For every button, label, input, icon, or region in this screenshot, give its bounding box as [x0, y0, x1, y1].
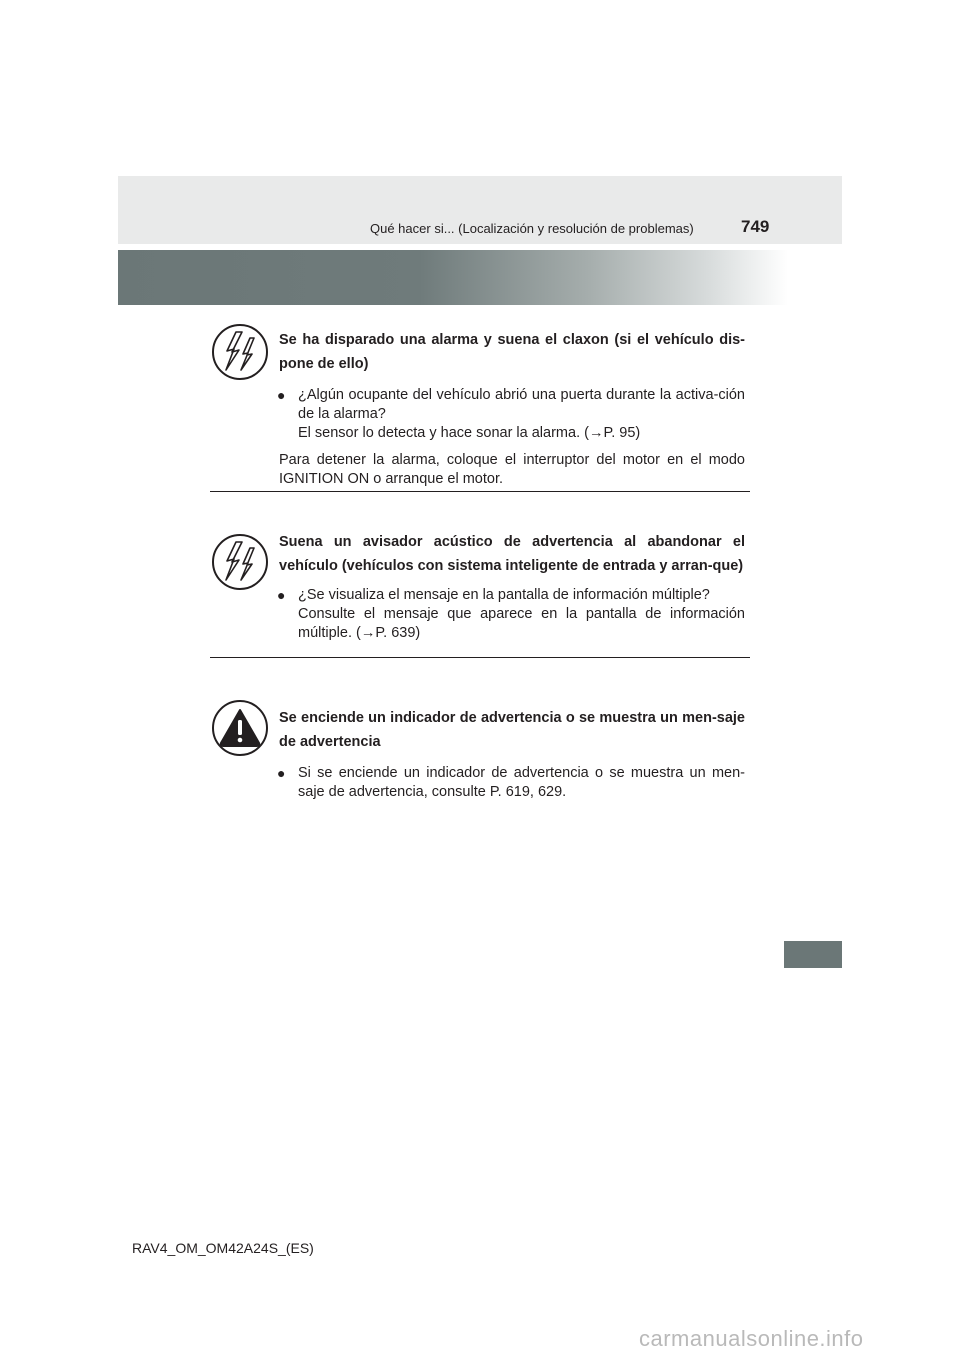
list-item: [279, 764, 745, 802]
lightning-bolt-icon: [212, 324, 268, 380]
bullet-text: Si se enciende un indicador de advertencia o se muestra un men-saje de advertencia, consulte P. 619, 629.: [298, 765, 745, 800]
section-heading: Se ha disparado una alarma y suena el claxon (si el vehículo dis-pone de ello): [279, 332, 745, 372]
warning-exclamation-icon: [212, 700, 268, 756]
bullet-icon: ●: [277, 587, 286, 603]
section-tab: [784, 941, 842, 968]
bullet-icon: ●: [277, 387, 286, 403]
section-warning-buzzer: [279, 530, 745, 643]
page-number: 749: [741, 217, 770, 236]
bullet-text: ¿Se visualiza el mensaje en la pantalla de información múltiple?: [298, 587, 710, 603]
watermark: carmanualsonline.info: [639, 1326, 864, 1351]
bullet-icon: ●: [277, 765, 286, 781]
bullet-subtext: El sensor lo detecta y hace sonar la alarma. (→P. 95): [298, 425, 641, 441]
section-heading: Se enciende un indicador de advertencia o se muestra un men-saje de advertencia: [279, 710, 745, 750]
section-divider: [210, 657, 750, 658]
lightning-bolt-icon: [212, 534, 268, 590]
bullet-subtext: Consulte el mensaje que aparece en la pantalla de información múltiple. (→P. 639): [298, 606, 745, 641]
list-item: [279, 586, 745, 643]
list-item: [279, 386, 745, 443]
section-alarm: [279, 328, 745, 489]
section-warning-indicator: [279, 706, 745, 802]
document-code: RAV4_OM_OM42A24S_(ES): [132, 1240, 314, 1256]
section-paragraph: Para detener la alarma, coloque el interruptor del motor en el modo IGNITION ON o arranque el motor.: [279, 452, 745, 487]
chapter-gradient-bar: [118, 250, 788, 305]
section-heading: Suena un avisador acústico de advertencia al abandonar el vehículo (vehículos con sistema inteligente de entrada y arran-que): [279, 534, 745, 574]
bullet-text: ¿Algún ocupante del vehículo abrió una puerta durante la activa-ción de la alarma?: [298, 387, 745, 422]
section-divider: [210, 491, 750, 492]
header-title: Qué hacer si... (Localización y resolución de problemas): [370, 221, 694, 236]
